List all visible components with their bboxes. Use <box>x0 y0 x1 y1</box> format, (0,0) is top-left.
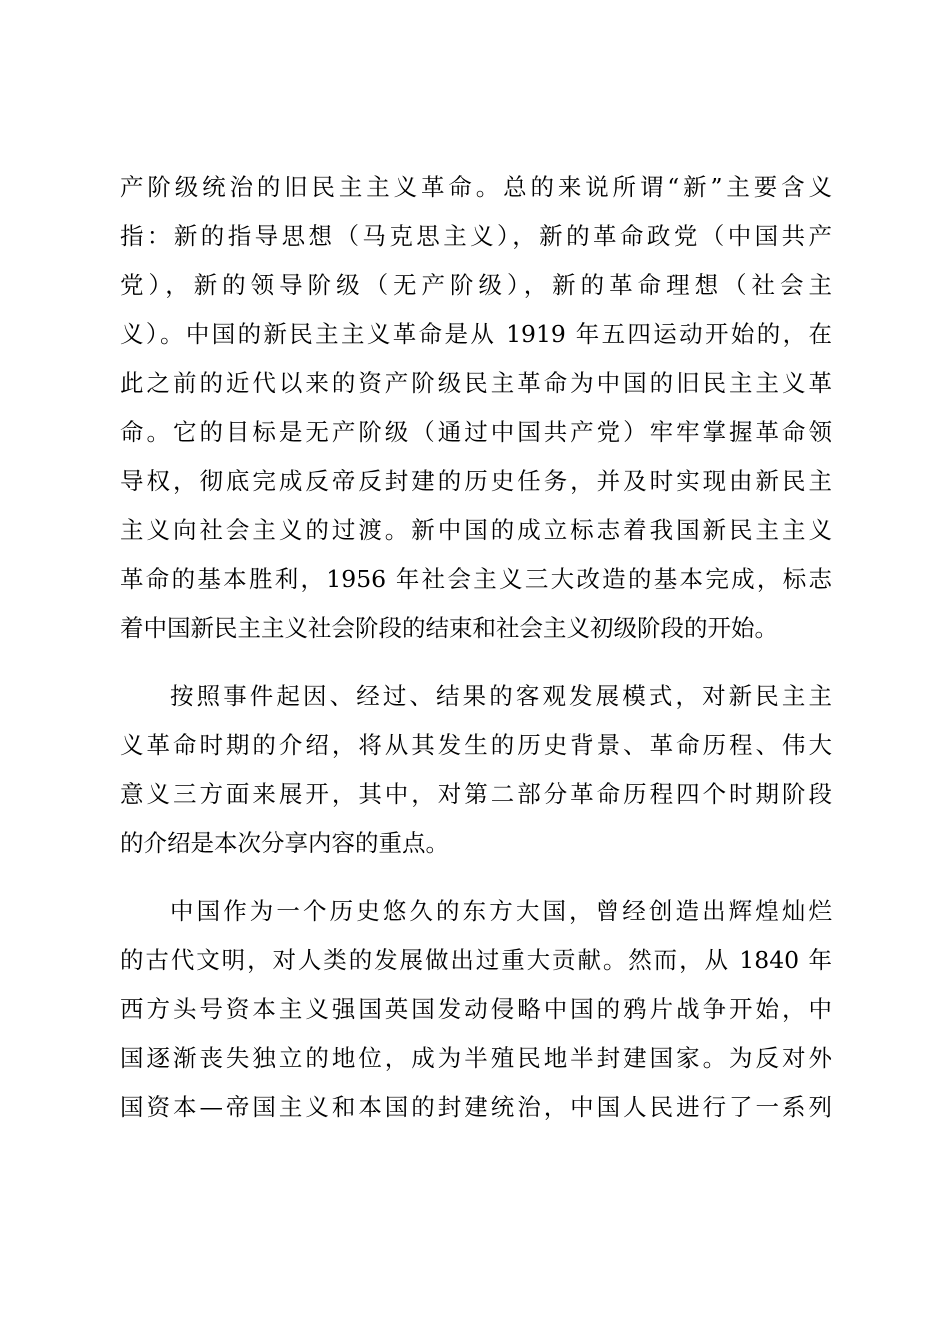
paragraph-1-line-2: 指：新的指导思想（马克思主义），新的革命政党（中国共产 <box>120 222 832 250</box>
paragraph-2-line-3: 意义三方面来展开，其中，对第二部分革命历程四个时期阶段 <box>120 780 832 808</box>
paragraph-1-line-10: 着中国新民主主义社会阶段的结束和社会主义初级阶段的开始。 <box>120 614 778 642</box>
paragraph-1-line-4: 义）。中国的新民主主义革命是从 1919 年五四运动开始的，在 <box>120 320 832 348</box>
paragraph-3-line-2: 的古代文明，对人类的发展做出过重大贡献。然而，从 1840 年 <box>120 946 832 974</box>
paragraph-1-line-8: 主义向社会主义的过渡。新中国的成立标志着我国新民主主义 <box>120 516 832 544</box>
paragraph-1-line-3: 党），新的领导阶级（无产阶级），新的革命理想（社会主 <box>120 271 832 299</box>
paragraph-1-line-5: 此之前的近代以来的资产阶级民主革命为中国的旧民主主义革 <box>120 369 832 397</box>
paragraph-1-line-7: 导权，彻底完成反帝反封建的历史任务，并及时实现由新民主 <box>120 467 832 495</box>
paragraph-3-line-5: 国资本—帝国主义和本国的封建统治，中国人民进行了一系列 <box>120 1093 832 1121</box>
paragraph-3-line-1: 中国作为一个历史悠久的东方大国，曾经创造出辉煌灿烂 <box>170 897 832 925</box>
paragraph-1-line-1: 产阶级统治的旧民主主义革命。总的来说所谓“新”主要含义 <box>120 173 832 201</box>
paragraph-3-line-4: 国逐渐丧失独立的地位，成为半殖民地半封建国家。为反对外 <box>120 1044 832 1072</box>
paragraph-2-line-1: 按照事件起因、经过、结果的客观发展模式，对新民主主 <box>170 682 832 710</box>
paragraph-2-line-2: 义革命时期的介绍，将从其发生的历史背景、革命历程、伟大 <box>120 731 832 759</box>
paragraph-1-line-9: 革命的基本胜利，1956 年社会主义三大改造的基本完成，标志 <box>120 565 832 593</box>
paragraph-3-line-3: 西方头号资本主义强国英国发动侵略中国的鸦片战争开始，中 <box>120 995 832 1023</box>
paragraph-1-line-6: 命。它的目标是无产阶级（通过中国共产党）牢牢掌握革命领 <box>120 418 832 446</box>
paragraph-2-line-4: 的介绍是本次分享内容的重点。 <box>120 829 449 857</box>
